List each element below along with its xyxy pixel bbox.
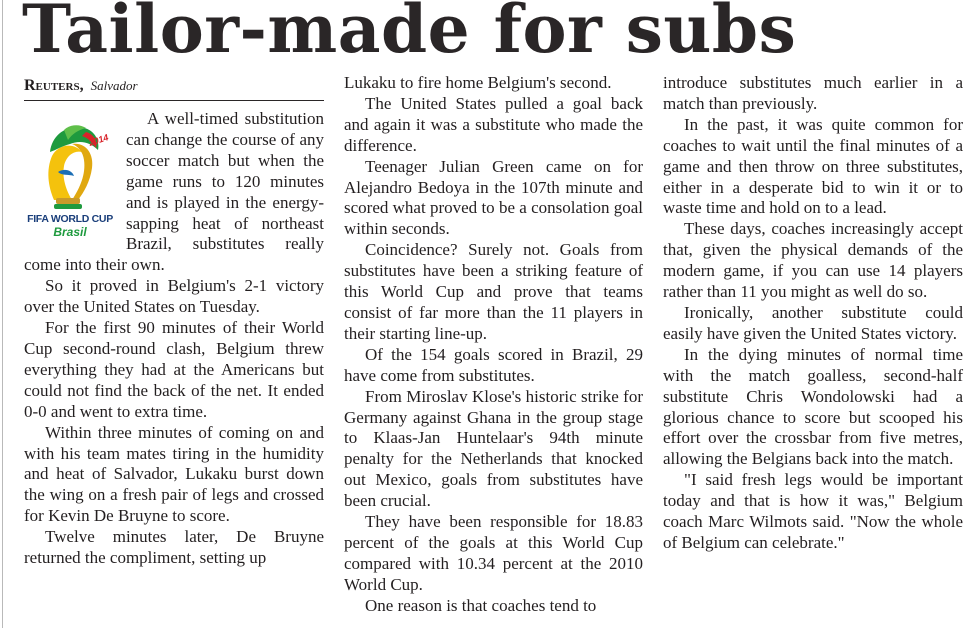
paragraph: "I said fresh legs would be important today and that is how it was," Belgium coach Marc Wilmots said. "Now the whole of Belgium can celebrate." xyxy=(663,470,963,552)
paragraph: They have been responsible for 18.83 percent of the goals at this World Cup compared with 10.34 percent at the 2010 World Cup. xyxy=(344,512,643,594)
paragraph: One reason is that coaches tend to xyxy=(365,595,597,615)
paragraph: Within three minutes of coming on and with his team mates tiring in the humidity and heat of Salvador, Lukaku burst down the wing on a fresh pair of legs and crossed for Kevin De Bruyne to score. xyxy=(24,422,324,526)
article-column-1 xyxy=(24,109,324,569)
world-cup-trophy-icon xyxy=(24,112,116,240)
article-column-3 xyxy=(663,73,963,554)
byline-agency: Reuters, xyxy=(24,77,84,94)
world-cup-logo xyxy=(24,112,116,240)
paragraph-continued: Lukaku to fire home Belgium's second. xyxy=(344,73,612,92)
paragraph: In the past, it was quite common for coaches to wait until the final minutes of a game and then throw on three substitutes, either in a desperate bid to win it or to waste time and hold on to a lead. xyxy=(663,114,963,218)
paragraph: For the first 90 minutes of their World Cup second-round clash, Belgium threw everything they had at the Americans but could not find the back of the net. It ended 0-0 and went to extra time. xyxy=(24,318,324,421)
paragraph: Ironically, another substitute could easily have given the United States victory. xyxy=(663,302,963,343)
svg-text:2014: 2014 xyxy=(87,132,110,148)
byline xyxy=(24,76,324,101)
article-column-2 xyxy=(344,73,643,617)
paragraph: The United States pulled a goal back and again it was a substitute who made the difference. xyxy=(344,93,643,155)
paragraph: Teenager Julian Green came on for Alejandro Bedoya in the 107th minute and scored what proved to be a consolation goal within seconds. xyxy=(344,156,643,239)
paragraph: From Miroslav Klose's historic strike for Germany against Ghana in the group stage to Klaas-Jan Huntelaar's 94th minute penalty for the Netherlands that knocked out Mexico, goals from substitutes have been crucial. xyxy=(344,386,643,511)
paragraph: Coincidence? Surely not. Goals from substitutes have been a striking feature of this World Cup and prove that teams consist of far more than the 11 players in their starting line-up. xyxy=(344,240,643,343)
headline: Tailor-made for subs xyxy=(22,0,797,68)
logo-subtitle: Brasil xyxy=(53,225,87,239)
byline-place: Salvador xyxy=(90,78,138,93)
logo-title: FIFA WORLD CUP xyxy=(27,213,113,225)
paragraph: A well-timed substitution can change the course of any soccer match but when the game runs to 120 minutes and is played in the energy-sapping heat of northeast Brazil, substitutes really come into their own. xyxy=(24,109,324,275)
page-edge-rule xyxy=(2,0,3,628)
paragraph: Twelve minutes later, De Bruyne returned the compliment, setting up xyxy=(24,527,324,568)
paragraph-continued: introduce substitutes much earlier in a match than previously. xyxy=(663,73,963,113)
paragraph: Of the 154 goals scored in Brazil, 29 have come from substitutes. xyxy=(344,344,643,385)
paragraph: So it proved in Belgium's 2-1 victory over the United States on Tuesday. xyxy=(24,276,324,317)
paragraph: These days, coaches increasingly accept that, given the physical demands of the modern game, if you can use 14 players rather than 11 you might as well do so. xyxy=(663,219,963,302)
paragraph: In the dying minutes of normal time with the match goalless, second-half substitute Chris Wondolowski had a glorious chance to score but scooped his effort over the crossbar from five metres, allowing the Belgians back into the match. xyxy=(663,344,963,469)
